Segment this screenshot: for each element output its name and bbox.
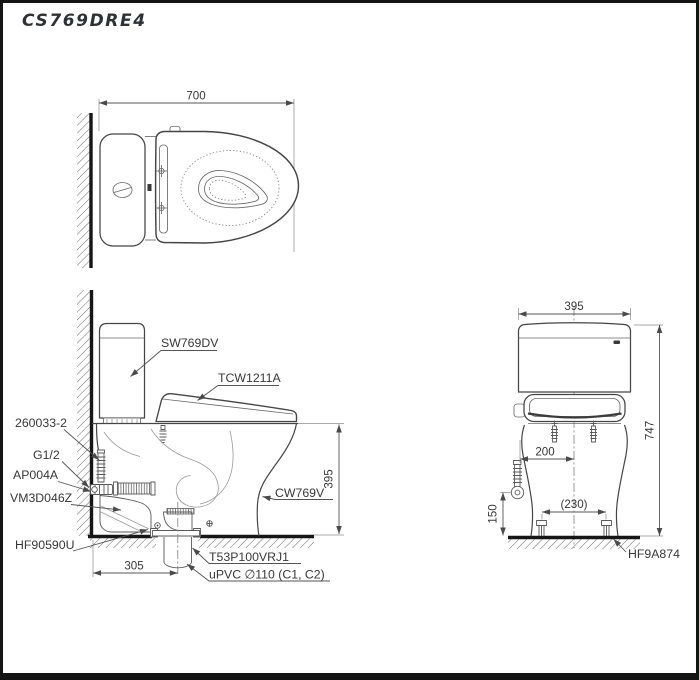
label-drain-pipe: uPVC ∅110 (C1, C2)	[209, 567, 325, 582]
seat-plan	[156, 127, 299, 244]
dim-bolt-spacing: (230)	[560, 498, 588, 511]
dim-150	[487, 493, 512, 536]
label-outlet-socket: T53P100VRJ1	[209, 550, 289, 564]
supply-mark	[148, 184, 152, 191]
label-supply-bolt: 260033-2	[15, 416, 67, 430]
floor-front	[508, 538, 640, 550]
tank-side	[100, 324, 145, 424]
washlet-side	[156, 394, 297, 422]
top-view	[77, 90, 299, 269]
dim-supply-height: 150	[486, 504, 500, 524]
dim-200	[520, 440, 574, 463]
wall-hatch	[77, 113, 91, 268]
brand-logo	[614, 341, 621, 345]
floor-side	[88, 537, 314, 549]
dim-395-side	[323, 425, 340, 535]
front-view	[487, 300, 681, 561]
side-view	[10, 290, 344, 582]
dim-outlet: 305	[124, 559, 144, 573]
label-bowl: CW769V	[275, 486, 325, 500]
dim-395-front	[519, 300, 631, 320]
label-stop-valve: AP004A	[13, 468, 59, 482]
label-floor-cap: HF90590U	[15, 538, 75, 552]
dim-747	[634, 325, 663, 536]
label-flush-valve: VM3D046Z	[10, 491, 73, 505]
dim-height: 747	[643, 420, 657, 441]
dim-center: 200	[535, 445, 555, 459]
page-title: CS769DRE4	[22, 11, 147, 31]
dim-front-width: 395	[564, 300, 584, 313]
technical-drawing	[3, 3, 696, 673]
bowl-front	[522, 425, 627, 537]
dim-top-width: 700	[186, 89, 206, 103]
dim-seat-height: 395	[322, 469, 336, 489]
side-tab	[514, 404, 525, 417]
seat-bolt-side	[160, 426, 167, 443]
tank-front	[519, 323, 631, 392]
washlet-front	[514, 395, 625, 424]
label-thread: G1/2	[33, 448, 60, 462]
tank-plan	[100, 134, 145, 246]
supply-assembly	[91, 450, 113, 495]
label-washlet: TCW1211A	[218, 371, 281, 385]
supply-valve-front	[511, 461, 523, 499]
label-floor-fixing: HF9A874	[628, 547, 680, 561]
wall-hatch-side	[77, 290, 92, 537]
label-tank: SW769DV	[161, 336, 219, 350]
